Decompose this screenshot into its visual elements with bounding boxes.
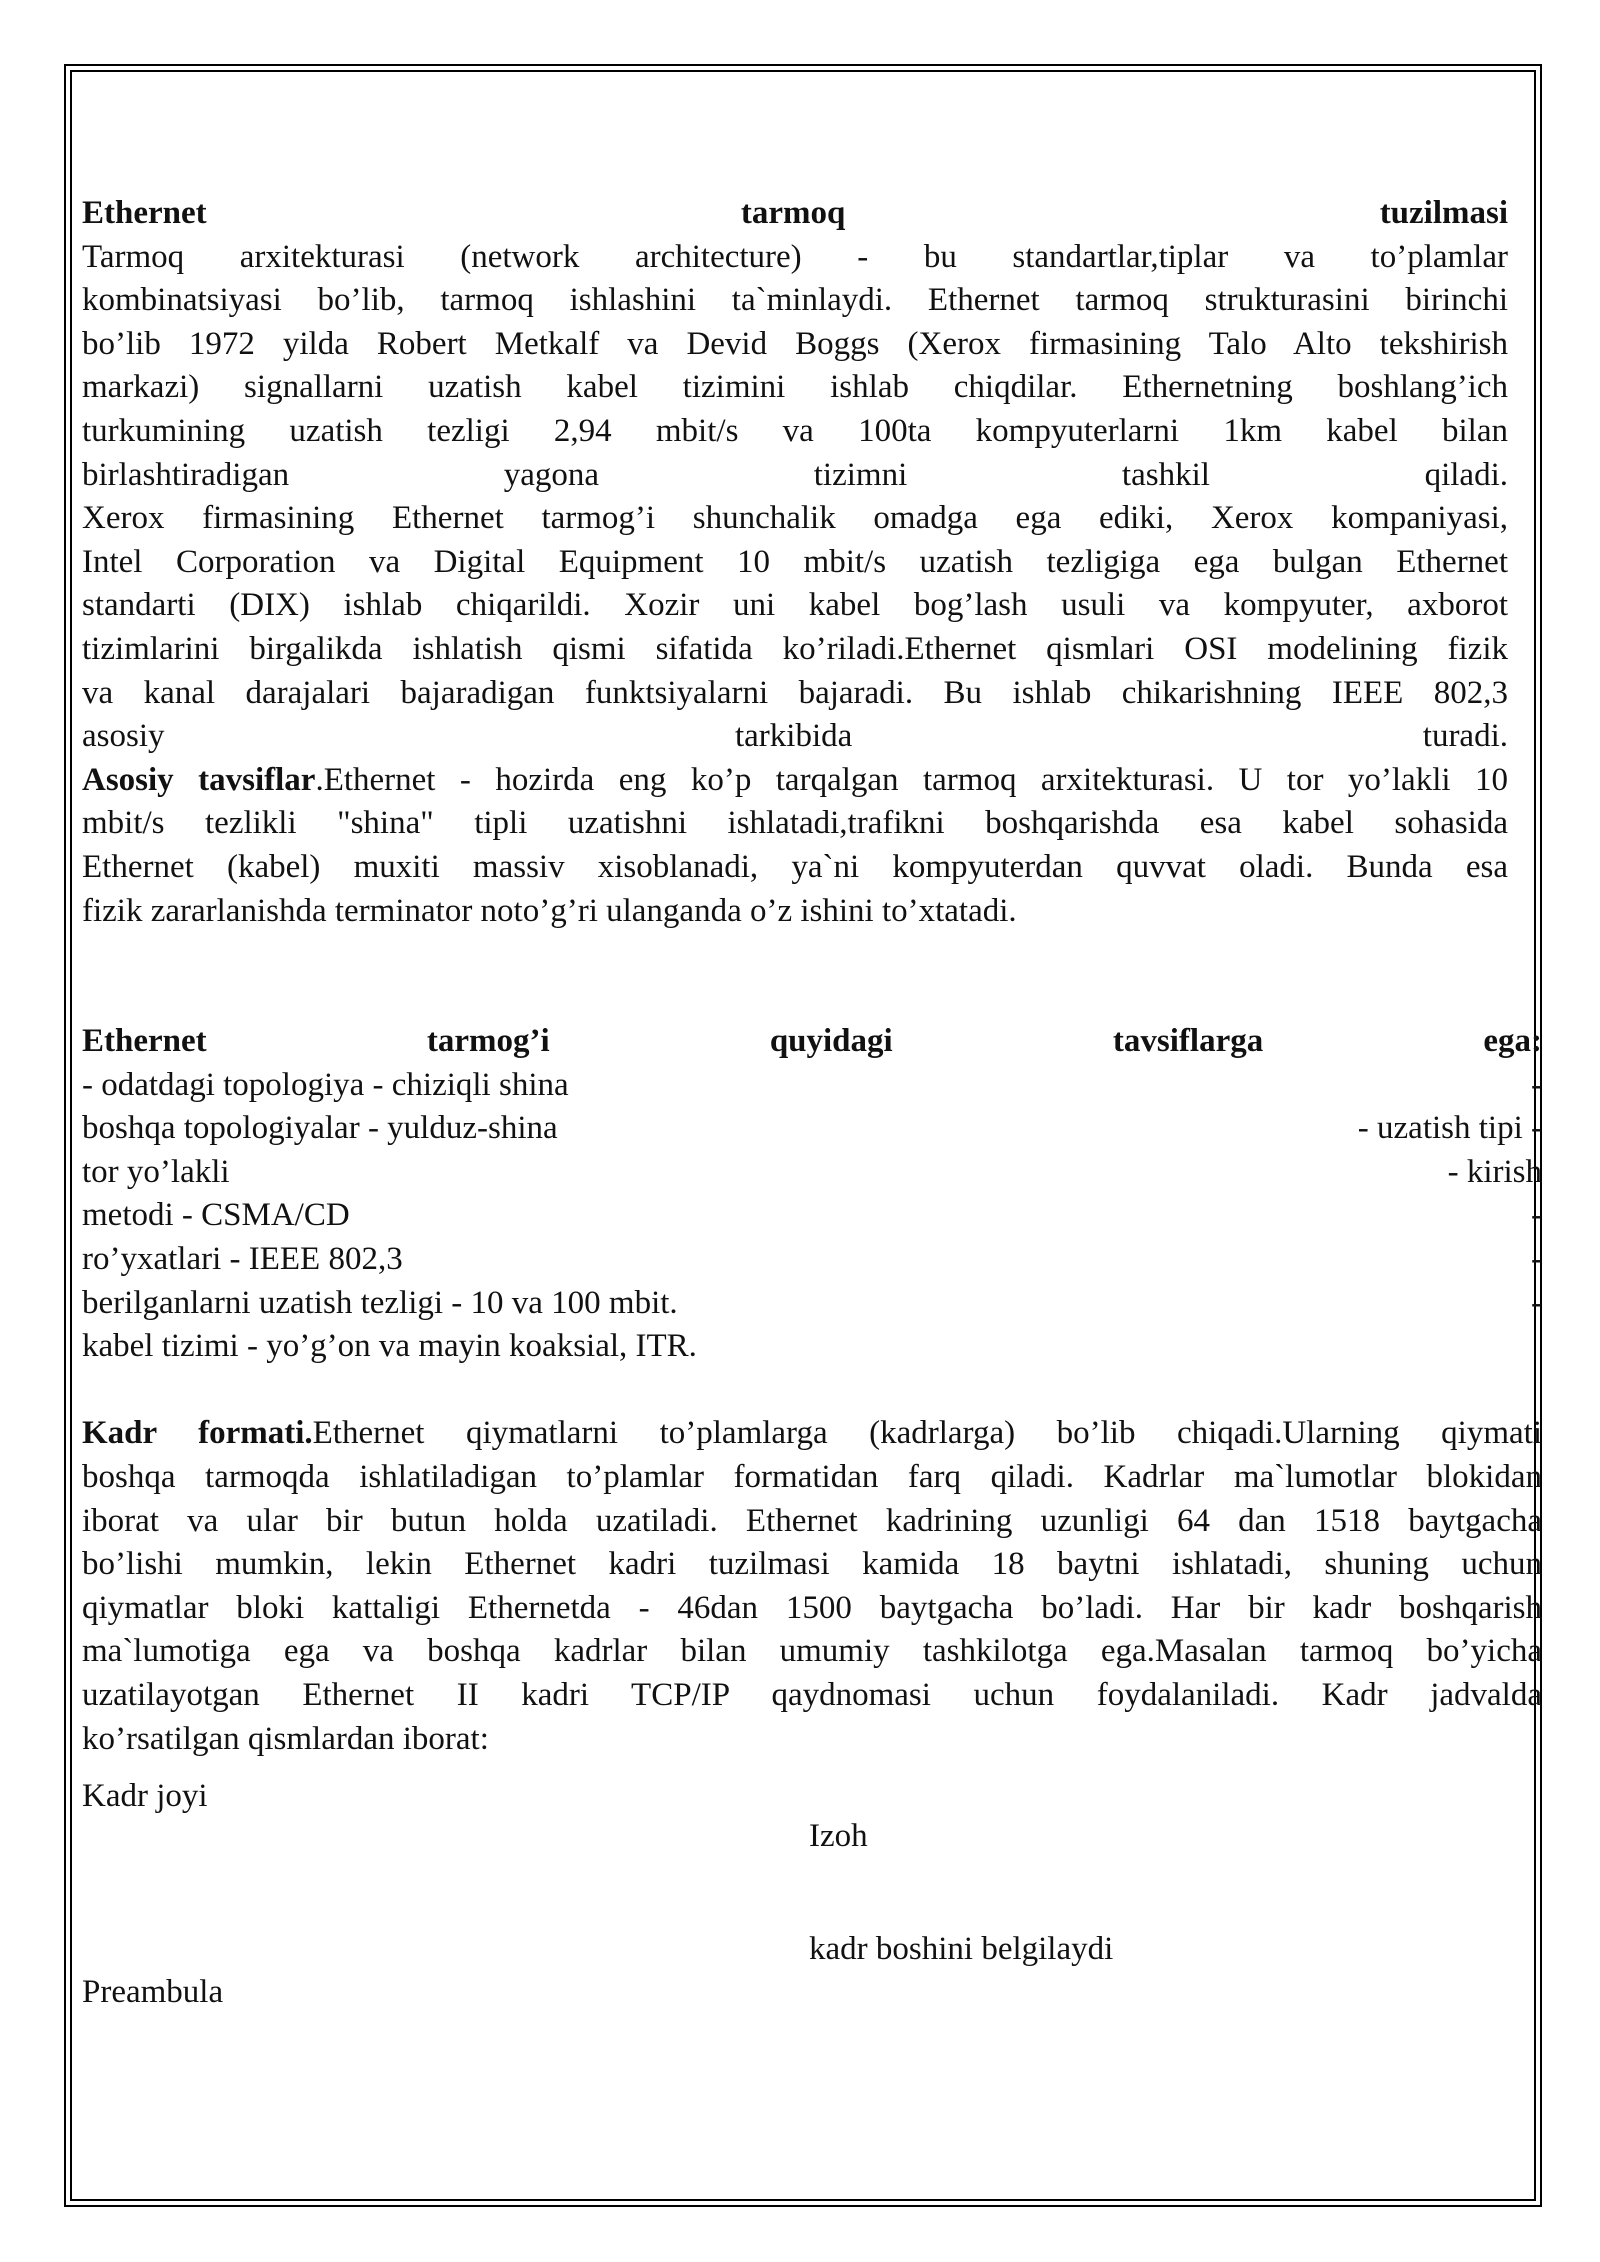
property-row — [82, 1064, 1542, 1108]
paragraph-line: ma`lumotiga ega va boshqa kadrlar bilan umumiy tashkilotga ega.Masalan tarmoq bo’yicha — [82, 1633, 1542, 1670]
property-row — [82, 1325, 1508, 1369]
paragraph-line: markazi) signallarni uzatish kabel tizimini ishlab chiqdilar. Ethernetning boshlang’ich — [82, 369, 1508, 406]
paragraph-line: bo’lib 1972 yilda Robert Metkalf va Devid Boggs (Xerox firmasining Talo Alto tekshirish — [82, 325, 1508, 362]
section-title-ethernet-properties — [82, 1020, 1542, 1064]
subheading-asosiy-tavsiflar: Asosiy tavsiflar — [82, 761, 316, 798]
paragraph-line — [82, 759, 1508, 803]
paragraph-line: boshqa tarmoqda ishlatiladigan to’plamlar formatidan farq qiladi. Kadrlar ma`lumotlar blokidan — [82, 1459, 1542, 1496]
paragraph-line — [82, 1412, 1542, 1456]
property-left: tor yo’lakli — [82, 1153, 230, 1190]
subheading-kadr-formati: Kadr formati. — [82, 1415, 313, 1452]
property-left: berilganlarni uzatish tezligi - 10 va 100 mbit. — [82, 1284, 678, 1321]
property-right: - — [1531, 1197, 1542, 1234]
paragraph-text: .Ethernet - hozirda eng ko’p tarqalgan tarmoq arxitekturasi. U tor yo’lakli 10 — [315, 761, 1508, 798]
property-row — [82, 1238, 1542, 1282]
property-row — [82, 1151, 1542, 1195]
paragraph-line: iborat va ular bir butun holda uzatiladi. Ethernet kadrining uzunligi 64 dan 1518 baytgacha — [82, 1502, 1542, 1539]
paragraph-line: birlashtiradigan yagona tizimni tashkil qiladi. — [82, 456, 1508, 493]
property-row — [82, 1194, 1542, 1238]
title-word: ega: — [1483, 1023, 1543, 1060]
paragraph-line: tizimlarini birgalikda ishlatish qismi sifatida ko’riladi.Ethernet qismlari OSI modelining fizik — [82, 630, 1508, 667]
property-left: kabel tizimi - yo’g’on va mayin koaksial, ITR. — [82, 1328, 697, 1365]
paragraph-line: ko’rsatilgan qismlardan iborat: — [82, 1720, 489, 1757]
title-word: Ethernet — [82, 195, 207, 231]
spacer — [82, 933, 1508, 1020]
property-right: - — [1531, 1284, 1542, 1321]
property-row — [82, 1107, 1542, 1151]
title-word: tavsiflarga — [1112, 1023, 1264, 1060]
property-right: - kirish — [1447, 1153, 1542, 1190]
paragraph-line: kombinatsiyasi bo’lib, tarmoq ishlashini ta`minlaydi. Ethernet tarmoq strukturasini birinchi — [82, 282, 1508, 319]
property-right: - — [1531, 1241, 1542, 1278]
title-word: tarmoq — [740, 195, 846, 231]
paragraph-line: turkumining uzatish tezligi 2,94 mbit/s va 100ta kompyuterlarni 1km kabel bilan — [82, 412, 1508, 449]
property-left: metodi - CSMA/CD — [82, 1197, 350, 1234]
document-body — [82, 192, 1543, 2025]
spacer — [82, 1369, 1508, 1413]
title-word: tarmog’i — [426, 1023, 550, 1060]
paragraph-line: mbit/s tezlikli "shina" tipli uzatishni ishlatadi,trafikni boshqarishda esa kabel sohasida — [82, 805, 1508, 842]
property-left: - odatdagi topologiya - chiziqli shina — [82, 1066, 569, 1103]
table-header-izoh: Izoh — [809, 1818, 868, 1855]
paragraph-line: qiymatlar bloki kattaligi Ethernetda - 46dan 1500 baytgacha bo’ladi. Har bir kadr boshqarish — [82, 1589, 1542, 1626]
paragraph-line: bo’lishi mumkin, lekin Ethernet kadri tuzilmasi kamida 18 baytni ishlatadi, shuning uchun — [82, 1546, 1542, 1583]
paragraph-line: Xerox firmasining Ethernet tarmog’i shunchalik omadga ega ediki, Xerox kompaniyasi, — [82, 500, 1508, 537]
paragraph-line: Tarmoq arxitekturasi (network architecture) - bu standartlar,tiplar va to’plamlar — [82, 238, 1508, 275]
property-right: - uzatish tipi - — [1357, 1110, 1542, 1147]
paragraph-line: asosiy tarkibida turadi. — [82, 718, 1508, 755]
property-left: ro’yxatlari - IEEE 802,3 — [82, 1241, 403, 1278]
title-word: quyidagi — [769, 1023, 893, 1060]
section-title-ethernet-structure — [82, 192, 1508, 236]
paragraph-line: Ethernet (kabel) muxiti massiv xisoblanadi, ya`ni kompyuterdan quvvat oladi. Bunda esa — [82, 848, 1508, 885]
table-header-kadr-joyi: Kadr joyi — [82, 1778, 208, 1815]
title-word: tuzilmasi — [1379, 195, 1509, 231]
table-cell-description: kadr boshini belgilaydi — [809, 1931, 1114, 1968]
paragraph-line: va kanal darajalari bajaradigan funktsiyalarni bajaradi. Bu ishlab chikarishning IEEE 802,3 — [82, 674, 1508, 711]
frame-table — [82, 1765, 1508, 2025]
paragraph-line: Intel Corporation va Digital Equipment 10 mbit/s uzatish tezligiga ega bulgan Ethernet — [82, 543, 1508, 580]
title-word: Ethernet — [82, 1023, 207, 1060]
paragraph-line: standarti (DIX) ishlab chiqarildi. Xozir uni kabel bog’lash usuli va kompyuter, axborot — [82, 587, 1508, 624]
paragraph-line: uzatilayotgan Ethernet II kadri TCP/IP qaydnomasi uchun foydalaniladi. Kadr jadvalda — [82, 1677, 1542, 1713]
property-left: boshqa topologiyalar - yulduz-shina — [82, 1110, 558, 1147]
paragraph-line: fizik zararlanishda terminator noto’g’ri ulanganda o’z ishini to’xtatadi. — [82, 892, 1017, 929]
table-cell-preambula: Preambula — [82, 1974, 224, 2011]
paragraph-text: Ethernet qiymatlarni to’plamlarga (kadrlarga) bo’lib chiqadi.Ularning qiymati — [312, 1415, 1543, 1452]
property-row — [82, 1282, 1542, 1326]
property-right: - — [1531, 1066, 1542, 1103]
